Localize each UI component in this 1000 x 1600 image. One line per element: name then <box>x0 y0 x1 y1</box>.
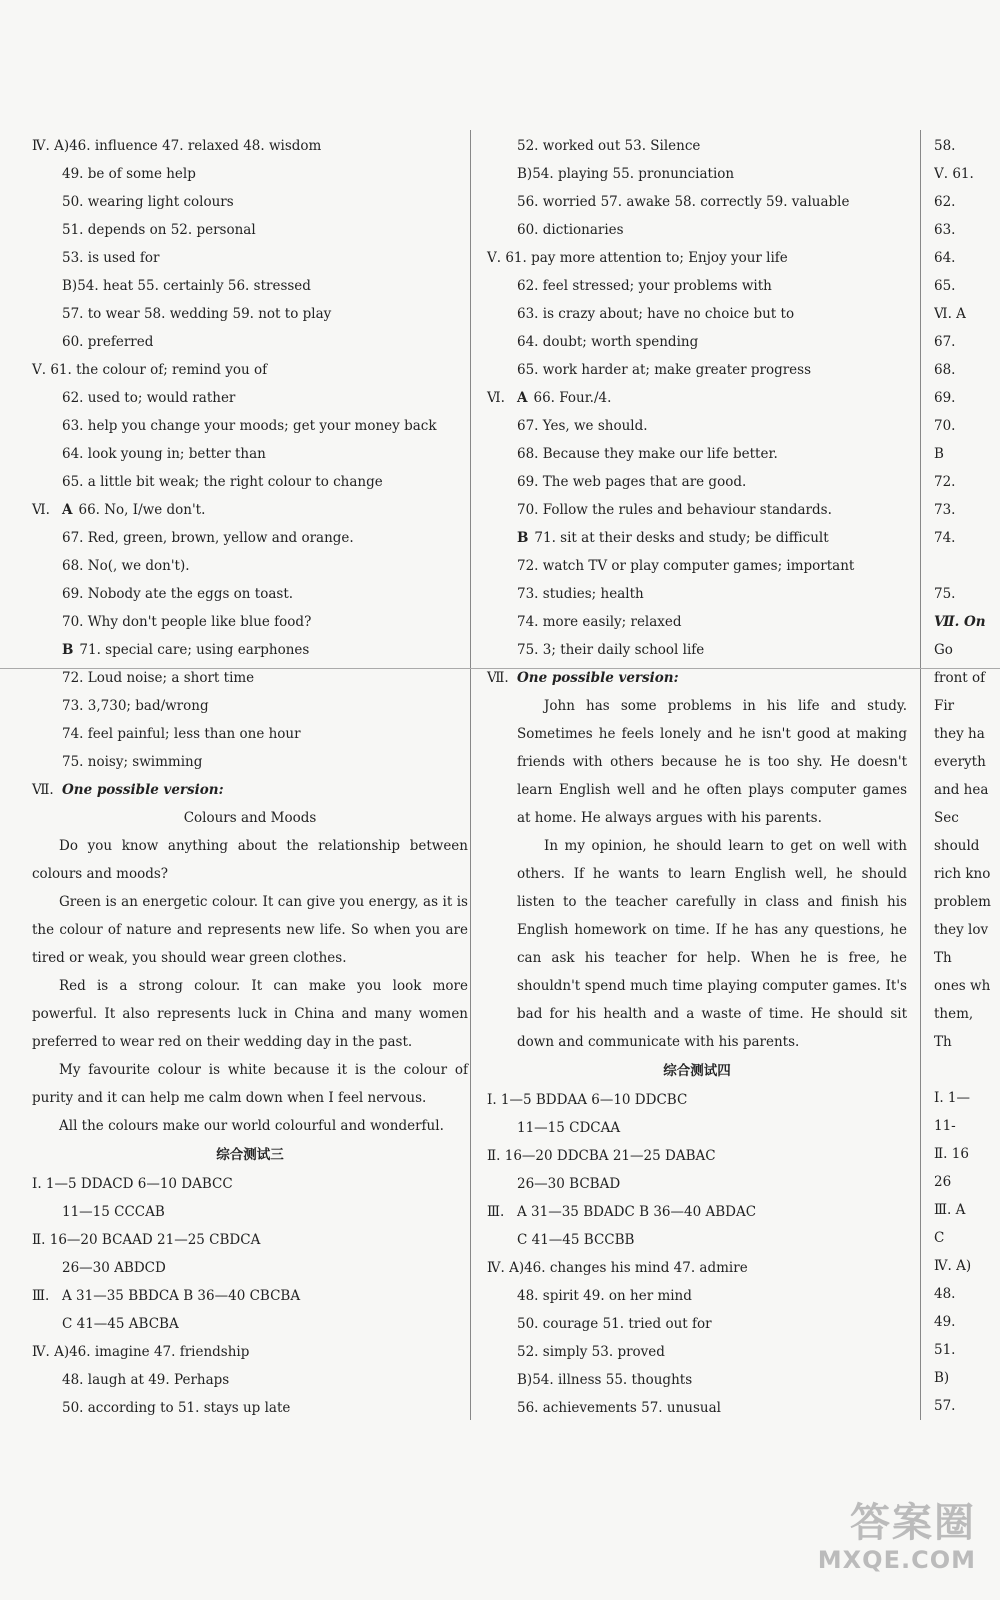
answer-line: 69. Nobody ate the eggs on toast. <box>62 586 294 602</box>
answer-line: 50. according to 51. stays up late <box>62 1400 291 1416</box>
section-number: Ⅵ. <box>32 502 50 518</box>
answer-line: rich kno <box>934 866 991 882</box>
test-heading: 综合测试三 <box>216 1147 284 1163</box>
answer-line: Ⅱ. 16—20 BCAAD 21—25 CBDCA <box>32 1232 261 1248</box>
answer-line: 74. more easily; relaxed <box>517 614 682 630</box>
answer-line: 62. <box>934 194 956 210</box>
answer-line: front of <box>934 670 986 686</box>
answer-line: 50. wearing light colours <box>62 194 234 210</box>
answer-line <box>487 384 907 412</box>
answer-line: everyth <box>934 754 986 770</box>
answer-line: 65. a little bit weak; the right colour to change <box>62 474 383 490</box>
answer-line: 64. <box>934 250 956 266</box>
answer-line: Ⅳ. A)46. influence 47. relaxed 48. wisdom <box>32 138 322 154</box>
answer-line: 73. 3,730; bad/wrong <box>62 698 209 714</box>
test-heading: 综合测试四 <box>663 1063 731 1079</box>
answer-text: A 31—35 BBDCA B 36—40 CBCBA <box>62 1288 301 1304</box>
answer-line: 64. look young in; better than <box>62 446 266 462</box>
answer-line: B)54. illness 55. thoughts <box>517 1372 693 1388</box>
answer-line: 26—30 ABDCD <box>62 1260 166 1276</box>
answer-line: 70. Follow the rules and behaviour standards. <box>517 502 832 518</box>
answer-line: B)54. heat 55. certainly 56. stressed <box>62 278 311 294</box>
answer-line: 56. achievements 57. unusual <box>517 1400 721 1416</box>
answer-line: 49. <box>934 1314 956 1330</box>
answer-line: 63. <box>934 222 956 238</box>
answer-line: Ⅴ. 61. <box>934 166 974 182</box>
middle-column <box>487 132 907 1422</box>
answer-line <box>487 524 907 552</box>
right-column-cropped <box>934 132 1000 1420</box>
answer-line: 26 <box>934 1174 952 1190</box>
answer-line: Sec <box>934 810 959 826</box>
answer-line: 48. laugh at 49. Perhaps <box>62 1372 230 1388</box>
answer-line: 57. to wear 58. wedding 59. not to play <box>62 306 332 322</box>
answer-text: 71. sit at their desks and study; be difficult <box>534 530 829 546</box>
answer-line: 56. worried 57. awake 58. correctly 59. valuable <box>517 194 850 210</box>
answer-line: 11—15 CCCAB <box>62 1204 165 1220</box>
answer-line: C 41—45 BCCBB <box>517 1232 635 1248</box>
answer-line: Ⅳ. A)46. changes his mind 47. admire <box>487 1260 748 1276</box>
answer-line: 75. <box>934 586 956 602</box>
part-label: A <box>517 390 528 406</box>
answer-line <box>32 496 468 524</box>
essay-paragraph: Green is an energetic colour. It can give you energy, as it is the colour of nature and represents new life. So when you are tired or weak, you should wear green clothes. <box>32 894 468 966</box>
answer-line: problem <box>934 894 991 910</box>
answer-line: they ha <box>934 726 985 742</box>
answer-line: 72. <box>934 474 956 490</box>
answer-line: 72. watch TV or play computer games; important <box>517 558 855 574</box>
answer-line: C 41—45 ABCBA <box>62 1316 179 1332</box>
section-number: Ⅶ. <box>487 670 509 686</box>
answer-line: Go <box>934 642 953 658</box>
answer-line: 51. <box>934 1342 956 1358</box>
answer-line: B) <box>934 1370 950 1386</box>
answer-line: Ⅴ. 61. the colour of; remind you of <box>32 362 268 378</box>
essay-paragraph: Do you know anything about the relationship between colours and moods? <box>32 838 468 882</box>
answer-line: B <box>934 446 944 462</box>
answer-line: and hea <box>934 782 989 798</box>
answer-line: C <box>934 1230 945 1246</box>
answer-line: 63. help you change your moods; get your money back <box>62 418 437 434</box>
answer-line: 48. <box>934 1286 956 1302</box>
answer-text: A 31—35 BDADC B 36—40 ABDAC <box>517 1204 757 1220</box>
answer-line: 74. feel painful; less than one hour <box>62 726 301 742</box>
answer-line: Ⅳ. A) <box>934 1258 972 1274</box>
answer-line: Ⅰ. 1— <box>934 1090 971 1106</box>
answer-line: Ⅵ. A <box>934 306 966 322</box>
answer-line: 11—15 CDCAA <box>517 1120 621 1136</box>
answer-line: Ⅰ. 1—5 DDACD 6—10 DABCC <box>32 1176 233 1192</box>
answer-line: should <box>934 838 980 854</box>
answer-line: they lov <box>934 922 989 938</box>
answer-line: 49. be of some help <box>62 166 196 182</box>
answer-line: 64. doubt; worth spending <box>517 334 699 350</box>
essay-paragraph: In my opinion, he should learn to get on well with others. If he wants to learn English well, he should listen to the teacher carefully in class and finish his English homework on time. If he has any questions, he can ask his teacher for help. When he is free, he shouldn't spend much time playing computer games. It's bad for his health and a waste of time. He should sit down and communicate with his parents. <box>517 838 907 1050</box>
essay-paragraph: Red is a strong colour. It can make you look more powerful. It also represents luck in China and many women preferred to wear red on their wedding day in the past. <box>32 978 468 1050</box>
answer-line <box>32 1282 468 1310</box>
answer-line: 52. simply 53. proved <box>517 1344 665 1360</box>
answer-line: 68. Because they make our life better. <box>517 446 778 462</box>
answer-line: Ⅰ. 1—5 BDDAA 6—10 DDCBC <box>487 1092 688 1108</box>
version-label: One possible version: <box>62 782 224 798</box>
answer-line: Fir <box>934 698 955 714</box>
answer-line: 60. preferred <box>62 334 154 350</box>
answer-text: 71. special care; using earphones <box>79 642 310 658</box>
answer-line: 75. 3; their daily school life <box>517 642 705 658</box>
watermark-logo-text: 答案圈 <box>850 1500 976 1546</box>
answer-line: 65. work harder at; make greater progress <box>517 362 812 378</box>
answer-line: 65. <box>934 278 956 294</box>
answer-text: 66. Four./4. <box>533 390 612 406</box>
answer-line: 52. worked out 53. Silence <box>517 138 701 154</box>
answer-line: 53. is used for <box>62 250 160 266</box>
answer-line: 57. <box>934 1398 956 1414</box>
answer-line: 60. dictionaries <box>517 222 624 238</box>
answer-line: 72. Loud noise; a short time <box>62 670 255 686</box>
essay-paragraph: All the colours make our world colourful and wonderful. <box>59 1118 444 1134</box>
answer-line: 69. <box>934 390 956 406</box>
essay-paragraph: My favourite colour is white because it is the colour of purity and it can help me calm down when I feel nervous. <box>32 1062 468 1106</box>
watermark-site-text: MXQE.COM <box>817 1546 976 1574</box>
column-divider-right <box>920 130 921 1420</box>
column-divider-left <box>470 130 471 1420</box>
answer-line: Th <box>934 1034 952 1050</box>
part-label: B <box>62 642 74 658</box>
answer-line: 51. depends on 52. personal <box>62 222 256 238</box>
answer-line: 50. courage 51. tried out for <box>517 1316 712 1332</box>
answer-line: 68. No(, we don't). <box>62 558 190 574</box>
essay-title: Colours and Moods <box>183 810 317 826</box>
answer-line: 67. Yes, we should. <box>517 418 648 434</box>
answer-line: Ⅳ. A)46. imagine 47. friendship <box>32 1344 250 1360</box>
answer-line: 69. The web pages that are good. <box>517 474 747 490</box>
essay-paragraph: John has some problems in his life and study. Sometimes he feels lonely and he isn't good at making friends with others because he is too shy. He doesn't learn English well and he often plays computer games at home. He always argues with his parents. <box>517 698 907 826</box>
answer-line <box>487 1198 907 1226</box>
answer-line: 73. <box>934 502 956 518</box>
answer-line: 63. is crazy about; have no choice but to <box>517 306 795 322</box>
answer-line: Ⅲ. A <box>934 1202 966 1218</box>
answer-line <box>487 664 907 692</box>
section-number: Ⅶ. <box>32 782 54 798</box>
answer-line: Ⅶ. On <box>934 614 986 630</box>
answer-line <box>32 776 468 804</box>
answer-line: 74. <box>934 530 956 546</box>
part-label: B <box>517 530 529 546</box>
answer-line: B)54. playing 55. pronunciation <box>517 166 735 182</box>
answer-line <box>32 636 468 664</box>
answer-line: Ⅱ. 16 <box>934 1146 969 1162</box>
left-column <box>32 132 468 1422</box>
answer-line: 62. feel stressed; your problems with <box>517 278 772 294</box>
answer-line: 58. <box>934 138 956 154</box>
answer-text: 66. No, I/we don't. <box>78 502 206 518</box>
answer-line: 26—30 BCBAD <box>517 1176 621 1192</box>
answer-line: 70. <box>934 418 956 434</box>
section-number: Ⅲ. <box>32 1288 50 1304</box>
answer-line: 73. studies; health <box>517 586 644 602</box>
answer-line: them, <box>934 1006 974 1022</box>
answer-line: 75. noisy; swimming <box>62 754 203 770</box>
answer-line: 48. spirit 49. on her mind <box>517 1288 692 1304</box>
part-label: A <box>62 502 73 518</box>
answer-line: 62. used to; would rather <box>62 390 236 406</box>
answer-line: ones wh <box>934 978 991 994</box>
watermark-logo <box>806 1500 976 1580</box>
answer-line: 68. <box>934 362 956 378</box>
answer-line: Ⅴ. 61. pay more attention to; Enjoy your life <box>487 250 788 266</box>
section-number: Ⅵ. <box>487 390 505 406</box>
section-number: Ⅲ. <box>487 1204 505 1220</box>
answer-line: 67. Red, green, brown, yellow and orange. <box>62 530 354 546</box>
answer-line: 11- <box>934 1118 956 1134</box>
answer-line: Ⅱ. 16—20 DDCBA 21—25 DABAC <box>487 1148 716 1164</box>
answer-line <box>934 1056 1000 1084</box>
answer-line: 67. <box>934 334 956 350</box>
version-label: One possible version: <box>517 670 679 686</box>
answer-line: Th <box>934 950 952 966</box>
answer-line <box>934 552 1000 580</box>
answer-line: 70. Why don't people like blue food? <box>62 614 312 630</box>
